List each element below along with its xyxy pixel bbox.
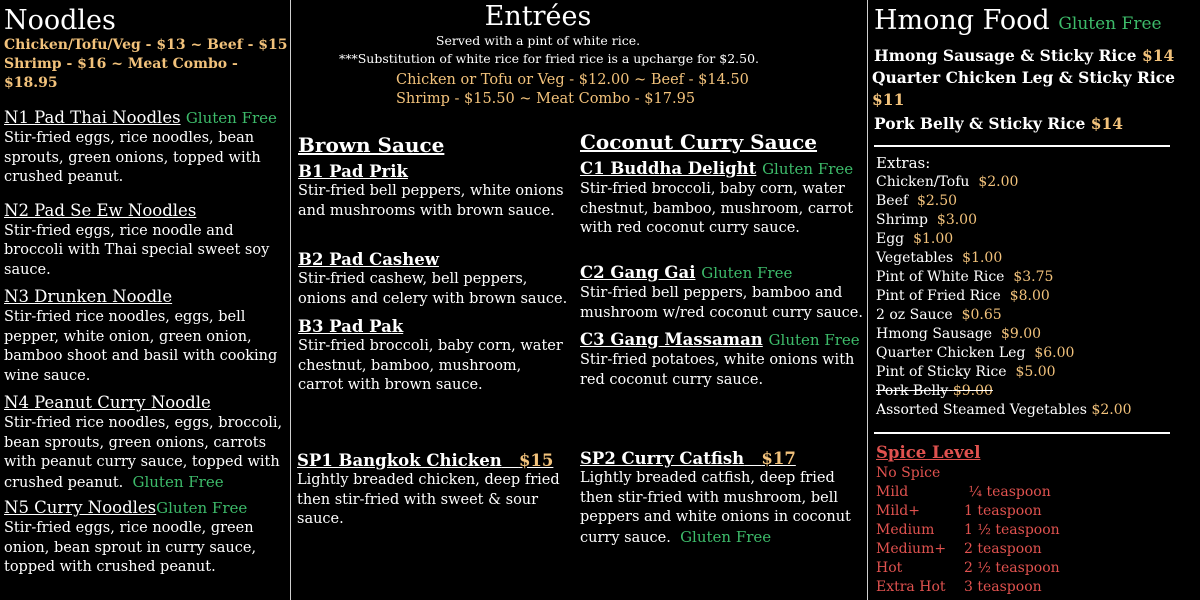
item-description: Stir-fried cashew, bell peppers, onions and celery with brown sauce. <box>298 271 568 307</box>
gluten-free-tag: Gluten Free <box>680 527 772 546</box>
extra-item: Hmong Sausage $9.00 <box>876 326 1042 342</box>
item-price: $15 <box>518 451 554 470</box>
divider <box>874 145 1170 147</box>
gluten-free-tag: Gluten Free <box>768 331 860 349</box>
item-description: Stir-fried eggs, rice noodle and broccoli with Thai special sweet soy sauce. <box>4 222 270 278</box>
item-description: Stir-fried eggs, rice noodles, bean sprouts, green onions, topped with crushed peanut. <box>4 130 261 185</box>
item-description: Stir-fried rice noodles, eggs, broccoli, bean sprouts, green onions, carrots with peanut curry sauce, topped with crushed peanut. <box>4 415 283 491</box>
extra-item: Shrimp $3.00 <box>876 212 978 228</box>
item-description: Stir-fried bell peppers, white onions and mushrooms with brown sauce. <box>298 183 564 219</box>
item-price: $14 <box>1090 114 1124 133</box>
gluten-free-tag: Gluten Free <box>185 109 277 127</box>
item-description: Stir-fried potatoes, white onions with red coconut curry sauce. <box>580 352 855 388</box>
divider <box>874 432 1170 434</box>
item-name: C1 Buddha Delight <box>580 159 757 178</box>
noodles-title: Noodles <box>4 5 116 36</box>
item-name: N3 Drunken Noodle <box>4 287 173 306</box>
entree-item-b2 <box>298 249 568 309</box>
item-name: C2 Gang Gai <box>580 263 696 282</box>
hmong-title: Hmong Food <box>874 5 1050 36</box>
hmong-item-chicken-leg: Quarter Chicken Leg & Sticky Rice $11 <box>872 68 1176 109</box>
entree-item-b1 <box>298 161 568 221</box>
item-name: N1 Pad Thai Noodles <box>4 108 181 127</box>
item-name: B2 Pad Cashew <box>298 250 439 269</box>
spice-row: No Spice <box>876 465 941 481</box>
item-price: $17 <box>761 449 796 468</box>
spice-level-title: Spice Level <box>876 443 981 462</box>
extra-item: Vegetables $1.00 <box>876 250 1003 266</box>
extra-item-unavailable: Pork Belly $9.00 <box>876 383 993 399</box>
entrees-rice-note: Served with a pint of white rice. <box>435 33 641 48</box>
entrees-price-line-2: Shrimp - $15.50 ~ Meat Combo - $17.95 <box>396 91 696 107</box>
spice-row: Medium+ 2 teaspoon <box>876 541 1042 557</box>
item-description: Lightly breaded catfish, deep fried then stir-fried with mushroom, bell peppers and white onions in coconut curry sauce. <box>580 470 851 546</box>
entree-item-c3 <box>580 329 865 390</box>
extra-item: Egg $1.00 <box>876 231 954 247</box>
extra-item: Pint of Fried Rice $8.00 <box>876 288 1050 304</box>
item-name: C3 Gang Massaman <box>580 330 763 349</box>
item-description: Stir-fried rice noodles, eggs, bell pepper, white onion, green onion, bamboo shoot and basil with cooking wine sauce. <box>4 309 278 384</box>
entrees-title: Entrées <box>484 1 592 32</box>
item-description: Stir-fried bell peppers, bamboo and mushroom w/red coconut curry sauce. <box>580 285 863 321</box>
extra-item: 2 oz Sauce $0.65 <box>876 307 1002 323</box>
item-description: Stir-fried eggs, rice noodle, green onion, bean sprout in curry sauce, topped with crushed peanut. <box>4 520 257 575</box>
extra-item: Chicken/Tofu $2.00 <box>876 174 1019 190</box>
item-name: SP2 Curry Catfish <box>580 449 745 468</box>
entree-item-sp2 <box>580 448 865 548</box>
item-name: N5 Curry Noodles <box>4 498 157 517</box>
spice-row: Mild+ 1 teaspoon <box>876 503 1042 519</box>
entree-item-sp1 <box>297 450 567 530</box>
spice-row: Medium 1 ½ teaspoon <box>876 522 1060 538</box>
spice-level-section <box>874 442 1200 597</box>
noodle-item-n5 <box>4 497 290 578</box>
gluten-free-tag: Gluten Free <box>156 499 248 517</box>
entrees-price-line-1: Chicken or Tofu or Veg - $12.00 ~ Beef - $14.50 <box>396 72 749 88</box>
item-description: Stir-fried broccoli, baby corn, water chestnut, bamboo, mushroom, carrot with red coconut curry sauce. <box>580 181 854 236</box>
item-price: $11 <box>872 90 905 109</box>
hmong-column <box>868 0 1200 600</box>
gluten-free-tag: Gluten Free <box>762 160 854 178</box>
noodle-item-n1 <box>4 107 290 188</box>
noodles-column <box>0 0 291 600</box>
coconut-curry-heading: Coconut Curry Sauce <box>580 130 818 154</box>
noodle-item-n4 <box>4 392 290 493</box>
spice-row: Mild ¼ teaspoon <box>876 484 1051 500</box>
noodle-item-n2 <box>4 200 290 281</box>
extra-item: Quarter Chicken Leg $6.00 <box>876 345 1075 361</box>
item-name: N4 Peanut Curry Noodle <box>4 393 211 412</box>
item-name: B1 Pad Prik <box>298 162 408 181</box>
item-name: N2 Pad Se Ew Noodles <box>4 200 197 220</box>
hmong-item-sausage: Hmong Sausage & Sticky Rice $14 <box>874 46 1175 65</box>
gluten-free-tag: Gluten Free <box>132 472 224 491</box>
item-name: B3 Pad Pak <box>298 317 404 336</box>
extras-title: Extras: <box>876 154 931 172</box>
item-description: Stir-fried broccoli, baby corn, water chestnut, bamboo, mushroom, carrot with brown sauce. <box>298 338 563 393</box>
spice-row: Extra Hot 3 teaspoon <box>876 579 1042 595</box>
extra-item: Pint of White Rice $3.75 <box>876 269 1054 285</box>
noodles-price-line-2: Shrimp - $16 ~ Meat Combo - $18.95 <box>4 56 238 91</box>
item-price: $14 <box>1141 46 1175 65</box>
gluten-free-tag: Gluten Free <box>701 264 793 282</box>
item-name: SP1 Bangkok Chicken <box>297 451 502 470</box>
entrees-substitution-note: ***Substitution of white rice for fried rice is a upcharge for $2.50. <box>338 51 760 66</box>
entree-item-c1 <box>580 158 865 239</box>
spice-row: Hot 2 ½ teaspoon <box>876 560 1060 576</box>
noodles-price-line-1: Chicken/Tofu/Veg - $13 ~ Beef - $15 <box>4 37 288 53</box>
entree-item-b3 <box>298 316 568 396</box>
entrees-column <box>291 0 868 600</box>
gluten-free-tag: Gluten Free <box>1058 14 1162 34</box>
hmong-item-pork-belly: Pork Belly & Sticky Rice $14 <box>874 114 1124 133</box>
item-description: Lightly breaded chicken, deep fried then stir-fried with sweet & sour sauce. <box>297 472 560 527</box>
entree-item-c2 <box>580 262 865 323</box>
extra-item: Pint of Sticky Rice $5.00 <box>876 364 1056 380</box>
extra-item: Beef $2.50 <box>876 193 958 209</box>
noodle-item-n3 <box>4 286 290 386</box>
brown-sauce-heading: Brown Sauce <box>298 133 445 157</box>
extra-item: Assorted Steamed Vegetables $2.00 <box>876 402 1132 418</box>
extras-list <box>874 154 1200 420</box>
